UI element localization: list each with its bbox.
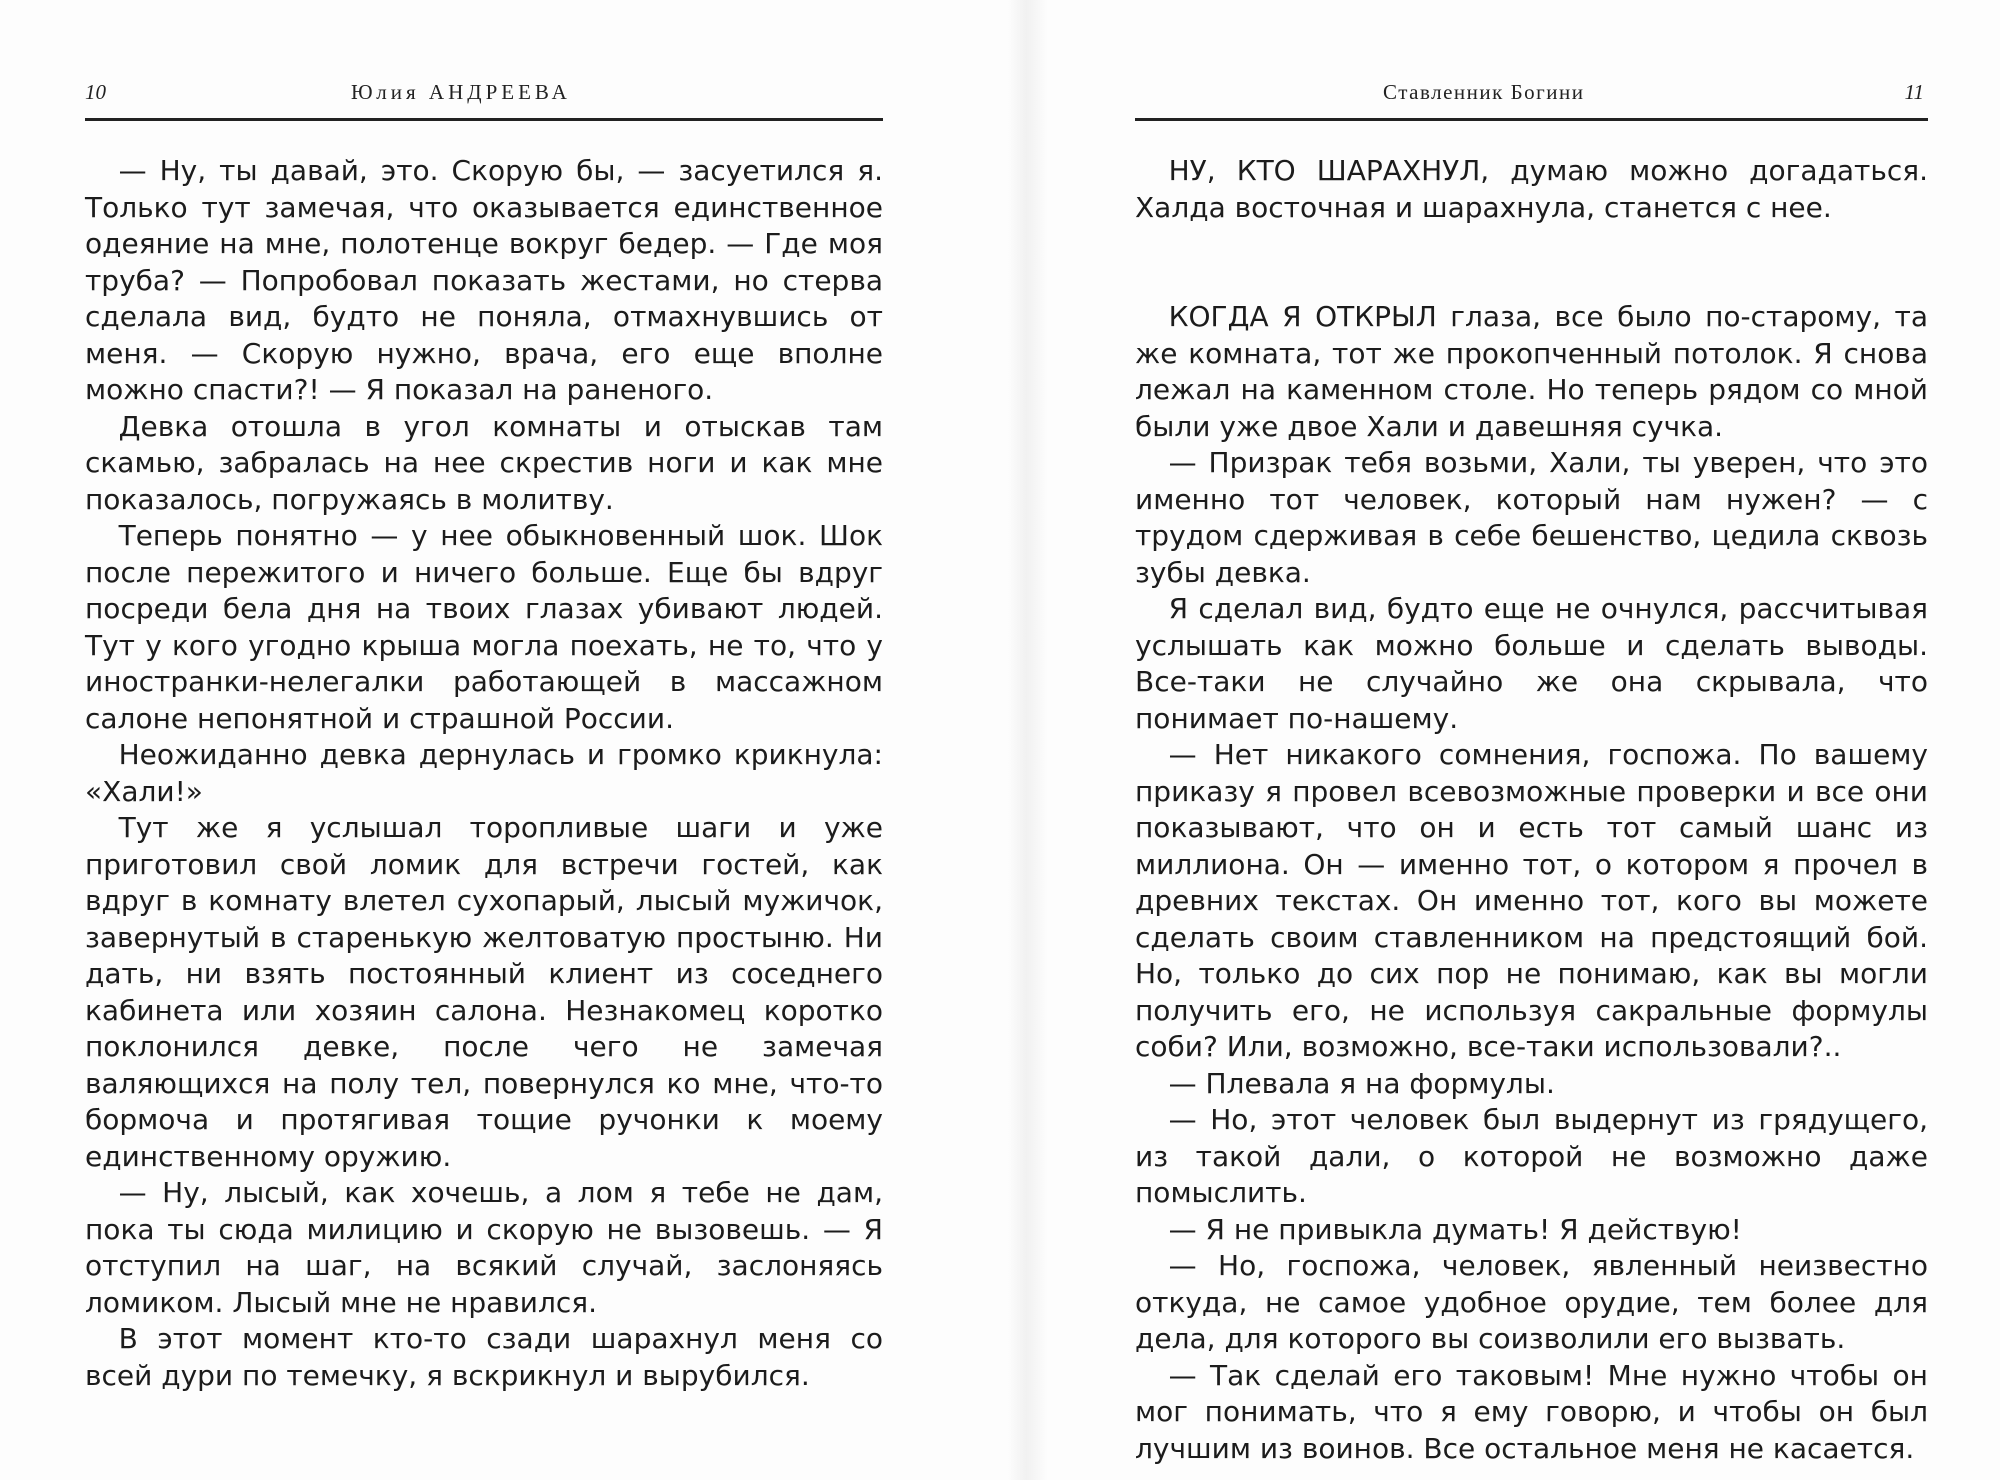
paragraph: — Так сделай его таковым! Мне нужно чтобы он мог понимать, что я ему говорю, и чтобы он был лучшим из воинов. Все остальное меня не касается.: [1135, 1358, 1928, 1465]
paragraph: Неожиданно девка дернулась и громко крикнула: «Хали!»: [85, 738, 883, 808]
book-title: Ставленник Богини: [1383, 80, 1585, 104]
section-lead-caps: КОГДА Я ОТКРЫЛ: [1168, 300, 1437, 333]
paragraph: — Но, этот человек был выдернут из грядущего, из такой дали, о которой не возможно даже помыслить.: [1135, 1103, 1928, 1209]
paragraph: Я сделал вид, будто еще не очнулся, рассчитывая услышать как можно больше и сделать выводы. Все-таки не случайно же она скрывала, что понимает по-нашему.: [1135, 592, 1928, 735]
paragraph: — Ну, ты давай, это. Скорую бы, — засуетился я. Только тут замечая, что оказывается единственное одеяние на мне, полотенце вокруг бедер. — Где моя труба? — Попробовал показать жестами, но стерва сделала вид, будто не поняла, отмахнувшись от меня. — Скорую нужно, врача, его еще вполне можно спасти?! — Я показал на раненого.: [85, 154, 883, 406]
right-running-head: [1135, 78, 1928, 118]
paragraph: — Но, госпожа, человек, явленный неизвестно откуда, не самое удобное орудие, тем более для дела, для которого вы соизволили его вызвать.: [1135, 1249, 1928, 1355]
right-page-number: 11: [1904, 80, 1924, 104]
paragraph: В этот момент кто-то сзади шарахнул меня со всей дури по темечку, я вскрикнул и вырубился.: [85, 1322, 883, 1392]
paragraph: Теперь понятно — у нее обыкновенный шок. Шок после пережитого и ничего больше. Еще бы вдруг посреди бела дня на твоих глазах убивают людей. Тут у кого угодно крыша могла поехать, не то, что у иностранки-нелегалки работающей в массажном салоне непонятной и страшной России.: [85, 519, 883, 735]
left-page-number: 10: [85, 80, 106, 104]
left-header-rule: [85, 118, 883, 121]
section-opening-paragraph: [1135, 299, 1928, 445]
paragraph: — Ну, лысый, как хочешь, а лом я тебе не дам, пока ты сюда милицию и скорую не вызовешь. — Я отступил на шаг, на всякий случай, заслоняясь ломиком. Лысый мне не нравился.: [85, 1176, 883, 1319]
paragraph: — Нет никакого сомнения, госпожа. По вашему приказу я провел всевозможные проверки и все они показывают, что он и есть тот самый шанс из миллиона. Он — именно тот, о котором я прочел в древних текстах. Он именно тот, кого вы можете сделать своим ставленником на предстоящий бой. Но, только до сих пор не понимаю, как вы могли получить его, не используя сакральные формулы соби? Или, возможно, все-таки использовали?..: [1135, 738, 1928, 1063]
author-name: Юлия АНДРЕЕВА: [351, 80, 571, 104]
book-gutter: [1008, 0, 1048, 1480]
right-page: [1050, 0, 2000, 1480]
paragraph: Тут же я услышал торопливые шаги и уже приготовил свой ломик для встречи гостей, как вдруг в комнату влетел сухопарый, лысый мужичок, завернутый в старенькую желтоватую простыню. Ни дать, ни взять постоянный клиент из соседнего кабинета или хозяин салона. Незнакомец коротко поклонился девке, после чего не замечая валяющихся на полу тел, повернулся ко мне, что-то бормоча и протягивая тощие ручонки к моему единственному оружию.: [85, 811, 883, 1173]
paragraph: — Призрак тебя возьми, Хали, ты уверен, что это именно тот человек, который нам нужен? — с трудом сдерживая в себе бешенство, цедила сквозь зубы девка.: [1135, 446, 1928, 589]
paragraph: — Плевала я на формулы.: [1168, 1066, 1555, 1100]
left-running-head: [85, 78, 883, 118]
section-text: глаза, все было по-старому, та же комната, тот же прокопченный потолок. Я снова лежал на каменном столе. Но теперь рядом со мной были уже двое Хали и давешняя сучка.: [1135, 300, 1928, 443]
paragraph: — Я не привыкла думать! Я действую!: [1168, 1212, 1742, 1246]
right-header-rule: [1135, 118, 1928, 121]
section-opening-paragraph: [1135, 153, 1928, 226]
paragraph: Девка отошла в угол комнаты и отыскав там скамью, забралась на нее скрестив ноги и как мне показалось, погружаясь в молитву.: [85, 409, 883, 516]
left-body-text: [85, 153, 883, 1394]
right-body-text: [1135, 153, 1928, 1467]
section-lead-caps: НУ, КТО ШАРАХНУЛ,: [1168, 154, 1490, 187]
section-text: думаю можно догадаться. Халда восточная и шарахнула, станется с нее.: [1135, 154, 1928, 224]
